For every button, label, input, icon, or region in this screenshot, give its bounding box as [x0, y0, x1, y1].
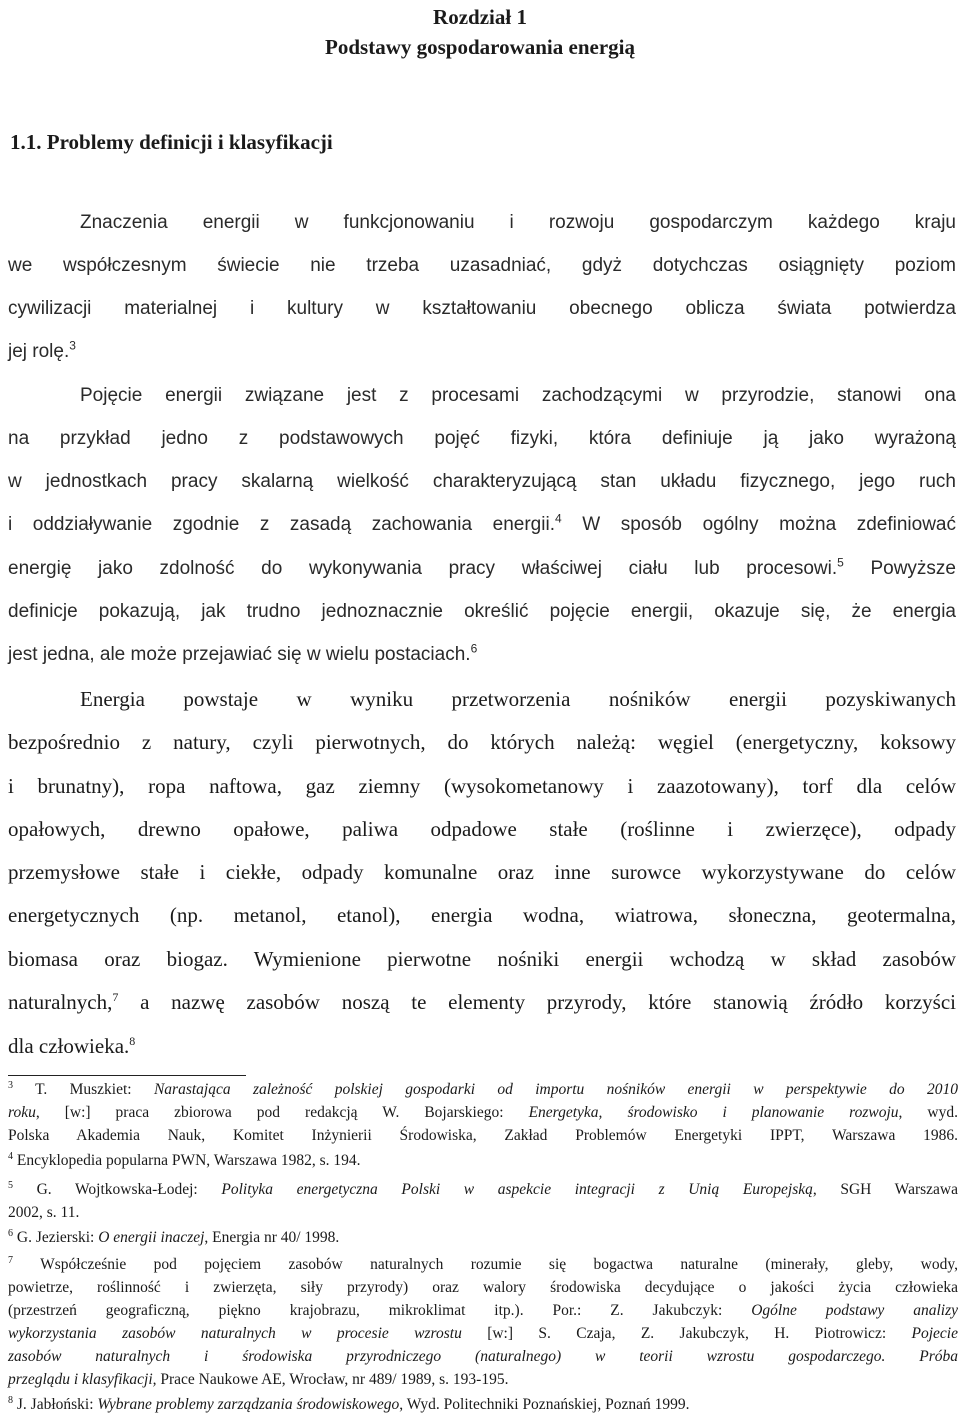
paragraph-2-line-7: jest jedna, ale może przejawiać się w wielu postaciach.$^6$ [8, 641, 478, 665]
chapter-heading [0, 2, 960, 62]
footnote-ref-5[interactable]: 5 [837, 555, 844, 570]
footnote-ref-7[interactable]: 7 [112, 990, 119, 1004]
paragraph-1-line-1: Znaczenia energii w funkcjonowaniu i rozwoju gospodarczym każdego kraju [80, 212, 956, 233]
paragraph-3-line-5: przemysłowe stałe i ciekłe, odpady komunalne oraz inne surowce wykorzystywane do celów [8, 860, 956, 884]
paragraph-2-line-6: definicje pokazują, jak trudno jednoznacznie określić pojęcie energii, okazuje się, że energia [8, 601, 956, 622]
section-title: 1.1. Problemy definicji i klasyfikacji [10, 130, 333, 154]
footnote-3-line-3: Polska Akademia Nauk, Komitet Inżynierii Środowiska, Zakład Problemów Energetyki IPPT, Warszawa 1986. [8, 1127, 958, 1144]
footnote-6: $^6$ G. Jezierski: O energii inaczej, Energia nr 40/ 1998. [8, 1227, 340, 1246]
paragraph-3-line-2: bezpośrednio z natury, czyli pierwotnych, do których należą: węgiel (energetyczny, koksowy [8, 730, 956, 754]
paragraph-1-line-3: cywilizacji materialnej i kultury w kształtowaniu obecnego oblicza świata potwierdza [8, 298, 956, 319]
paragraph-2-line-4: i oddziaływanie zgodnie z zasadą zachowania energii.$^4$ W sposób ogólny można zdefiniować [8, 511, 956, 535]
footnote-8: $^8$ J. Jabłoński: Wybrane problemy zarządzania środowiskowego, Wyd. Politechniki Poznańskiej, Poznań 1999. [8, 1394, 690, 1413]
footnote-7-line-2: powietrze, roślinność i zwierzęta, siły przyrody) oraz walory środowiska decydujące o jakości życia człowieka [8, 1279, 958, 1296]
footnote-7-line-3: (przestrzeń geograficzną, piękno krajobrazu, mikroklimat itp.). Por.: Z. Jakubczyk: Ogólne podstawy analizy [8, 1302, 958, 1319]
paragraph-2-line-2: na przykład jedno z podstawowych pojęć fizyki, która definiuje ją jako wyrażoną [8, 428, 956, 449]
paragraph-3-line-1: Energia powstaje w wyniku przetworzenia nośników energii pozyskiwanych [80, 687, 956, 711]
paragraph-1-line-4: jej rolę.$^3$ [8, 338, 76, 362]
paragraph-3-line-7: biomasa oraz biogaz. Wymienione pierwotne nośniki energii wchodzą w skład zasobów [8, 947, 956, 971]
footnote-4: $^4$ Encyklopedia popularna PWN, Warszawa 1982, s. 194. [8, 1150, 361, 1169]
footnote-ref-8[interactable]: 8 [129, 1034, 136, 1048]
footnote-3-line-2: roku, [w:] praca zbiorowa pod redakcją W. Bojarskiego: Energetyka, środowisko i planowanie rozwoju, wyd. [8, 1104, 958, 1121]
paragraph-3-line-8: naturalnych,$^7$ a nazwę zasobów noszą te elementy przyrody, które stanowią źródło korzyści [8, 990, 956, 1014]
footnote-3-line-1: $^3$ T. Muszkiet: Narastająca zależność polskiej gospodarki od importu nośników energii w perspektywie do 2010 [8, 1079, 959, 1098]
paragraph-2-line-1: Pojęcie energii związane jest z procesami zachodzącymi w przyrodzie, stanowi ona [80, 385, 956, 406]
footnote-ref-6[interactable]: 6 [470, 641, 478, 656]
paragraph-2-line-3: w jednostkach pracy skalarną wielkość charakteryzującą stan układu fizycznego, jego ruch [8, 471, 956, 492]
footnote-5-line-2: 2002, s. 11. [8, 1204, 80, 1221]
paragraph-2-line-5: energię jako zdolność do wykonywania pracy właściwej ciału lub procesowi.$^5$ Powyższe [8, 555, 956, 579]
paragraph-1-line-2: we współczesnym świecie nie trzeba uzasadniać, gdyż dotychczas osiągnięty poziom [8, 255, 956, 276]
footnote-5-line-1: $^5$ G. Wojtkowska-Łodej: Polityka energetyczna Polski w aspekcie integracji z Unią Europejską, SGH Warszawa [8, 1179, 958, 1198]
footnote-7-line-6: przeglądu i klasyfikacji, Prace Naukowe AE, Wrocław, nr 489/ 1989, s. 193-195. [8, 1371, 509, 1388]
footnote-separator [8, 1075, 246, 1076]
paragraph-3-line-9: dla człowieka.$^8$ [8, 1034, 136, 1058]
footnote-ref-4[interactable]: 4 [554, 511, 562, 526]
footnote-7-line-1: $^7$ Współcześnie pod pojęciem zasobów naturalnych rozumie się bogactwa naturalne (minerały, gleby, wody, [8, 1254, 958, 1273]
paragraph-3-line-3: i brunatny), ropa naftowa, gaz ziemny (wysokometanowy i zaazotowany), torf dla celów [8, 774, 956, 798]
paragraph-3-line-4: opałowych, drewno opałowe, paliwa odpadowe stałe (roślinne i zwierzęce), odpady [8, 817, 956, 841]
chapter-number: Rozdział 1 [433, 5, 527, 29]
paragraph-3-line-6: energetycznych (np. metanol, etanol), energia wodna, wiatrowa, słoneczna, geotermalna, [8, 903, 956, 927]
chapter-title: Podstawy gospodarowania energią [325, 35, 635, 59]
footnote-7-line-4: wykorzystania zasobów naturalnych w procesie wzrostu [w:] S. Czaja, Z. Jakubczyk, H. Piotrowicz: Pojecie [8, 1325, 958, 1342]
footnote-ref-3[interactable]: 3 [69, 338, 76, 353]
footnote-7-line-5: zasobów naturalnych i środowiska przyrodniczego (naturalnego) w teorii wzrostu gospodarczego. Próba [8, 1348, 958, 1365]
